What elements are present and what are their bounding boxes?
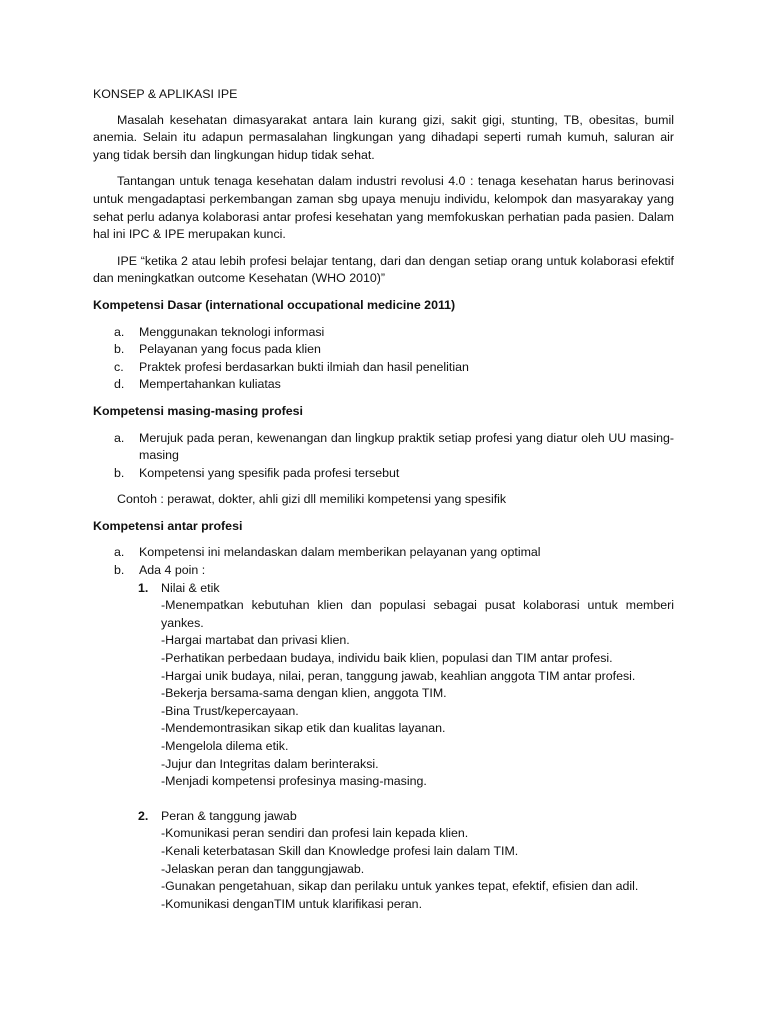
point-line: -Jelaskan peran dan tanggungjawab. (161, 861, 365, 876)
point-line: -Gunakan pengetahuan, sikap dan perilaku untuk yankes tepat, efektif, efisien dan adil. (161, 879, 639, 894)
point-line: -Jujur dan Integritas dalam berinteraksi. (161, 756, 379, 771)
list-item (93, 324, 674, 342)
list-item (93, 465, 674, 483)
point-line: -Hargai martabat dan privasi klien. (161, 633, 350, 648)
point-line: -Komunikasi peran sendiri dan profesi lain kepada klien. (161, 826, 469, 841)
heading-profession-competence: Kompetensi masing-masing profesi (93, 403, 303, 418)
list-item-text: Pelayanan yang focus pada klien (139, 342, 321, 357)
point-marker: 1. (138, 580, 149, 595)
list-item (93, 544, 674, 562)
document-page (93, 86, 674, 913)
point-line: -Mendemontrasikan sikap etik dan kualitas layanan. (161, 721, 446, 736)
heading-interprofessional-competence: Kompetensi antar profesi (93, 518, 243, 533)
list-marker: a. (114, 545, 125, 560)
list-item-text: Ada 4 poin : (139, 563, 206, 578)
point-line: -Bekerja bersama-sama dengan klien, anggota TIM. (161, 686, 447, 701)
point-line: -Perhatikan perbedaan budaya, individu baik klien, populasi dan TIM antar profesi. (161, 651, 613, 666)
point-line: -Mengelola dilema etik. (161, 739, 289, 753)
point-marker: 2. (138, 808, 149, 823)
list-marker: a. (114, 324, 125, 339)
point-line: -Bina Trust/kepercayaan. (161, 703, 299, 718)
point-values-ethics (93, 580, 674, 791)
list-item (93, 376, 674, 394)
point-line: -Hargai unik budaya, nilai, peran, tanggung jawab, keahlian anggota TIM antar profesi. (161, 668, 636, 683)
list-item-text: Kompetensi yang spesifik pada profesi tersebut (139, 465, 400, 480)
list-marker: c. (114, 359, 124, 374)
point-line: -Komunikasi denganTIM untuk klarifikasi peran. (161, 896, 423, 911)
paragraph-ipe-definition: IPE “ketika 2 atau lebih profesi belajar tentang, dari dan dengan setiap orang untuk kolaborasi efektif dan meningkatkan outcome Kesehatan (WHO 2010)” (93, 253, 674, 286)
point-line: -Kenali keterbatasan Skill dan Knowledge profesi lain dalam TIM. (161, 843, 519, 858)
list-marker: d. (114, 377, 125, 392)
point-roles-responsibility (93, 808, 674, 914)
heading-basic-competence: Kompetensi Dasar (international occupational medicine 2011) (93, 297, 456, 312)
list-item-text: Merujuk pada peran, kewenangan dan lingkup praktik setiap profesi yang diatur oleh UU masing-masing (139, 430, 674, 463)
list-item-text: Mempertahankan kuliatas (139, 377, 281, 392)
list-marker: b. (114, 465, 125, 480)
list-marker: a. (114, 430, 125, 445)
point-title: Nilai & etik (161, 580, 220, 595)
list-profession-competence (93, 430, 674, 483)
point-line: -Menjadi kompetensi profesinya masing-masing. (161, 774, 427, 789)
paragraph-health-problems: Masalah kesehatan dimasyarakat antara lain kurang gizi, sakit gigi, stunting, TB, obesitas, bumil anemia. Selain itu adapun permasalahan lingkungan yang dihadapi seperti rumah kumuh, saluran air yang tidak bersih dan lingkungan hidup tidak sehat. (93, 112, 674, 162)
paragraph-challenges: Tantangan untuk tenaga kesehatan dalam industri revolusi 4.0 : tenaga kesehatan harus berinovasi untuk mengadaptasi perkembangan zaman sbg upaya menuju individu, kelompok dan masyarakay yang sehat perlu adanya kolaborasi antar profesi kesehatan yang memfokuskan perhatian pada pasien. Dalam hal ini IPC & IPE merupakan kunci. (93, 174, 674, 242)
points-list (93, 580, 674, 914)
spacer (93, 791, 674, 808)
example-text: Contoh : perawat, dokter, ahli gizi dll memiliki kompetensi yang spesifik (117, 492, 507, 507)
point-lines (161, 597, 674, 791)
list-interprofessional-competence (93, 544, 674, 579)
point-lines (161, 825, 674, 913)
list-item-text: Kompetensi ini melandaskan dalam memberikan pelayanan yang optimal (139, 545, 541, 560)
list-item (93, 430, 674, 465)
list-item-text: Praktek profesi berdasarkan bukti ilmiah dan hasil penelitian (139, 359, 469, 374)
list-item (93, 341, 674, 359)
list-marker: b. (114, 342, 125, 357)
list-basic-competence (93, 324, 674, 394)
list-item (93, 562, 674, 580)
point-title: Peran & tanggung jawab (161, 808, 297, 823)
point-line: -Menempatkan kebutuhan klien dan populasi sebagai pusat kolaborasi untuk memberi yankes. (161, 598, 674, 630)
document-title: KONSEP & APLIKASI IPE (93, 87, 238, 101)
list-marker: b. (114, 563, 125, 578)
list-item (93, 359, 674, 377)
list-item-text: Menggunakan teknologi informasi (139, 324, 325, 339)
